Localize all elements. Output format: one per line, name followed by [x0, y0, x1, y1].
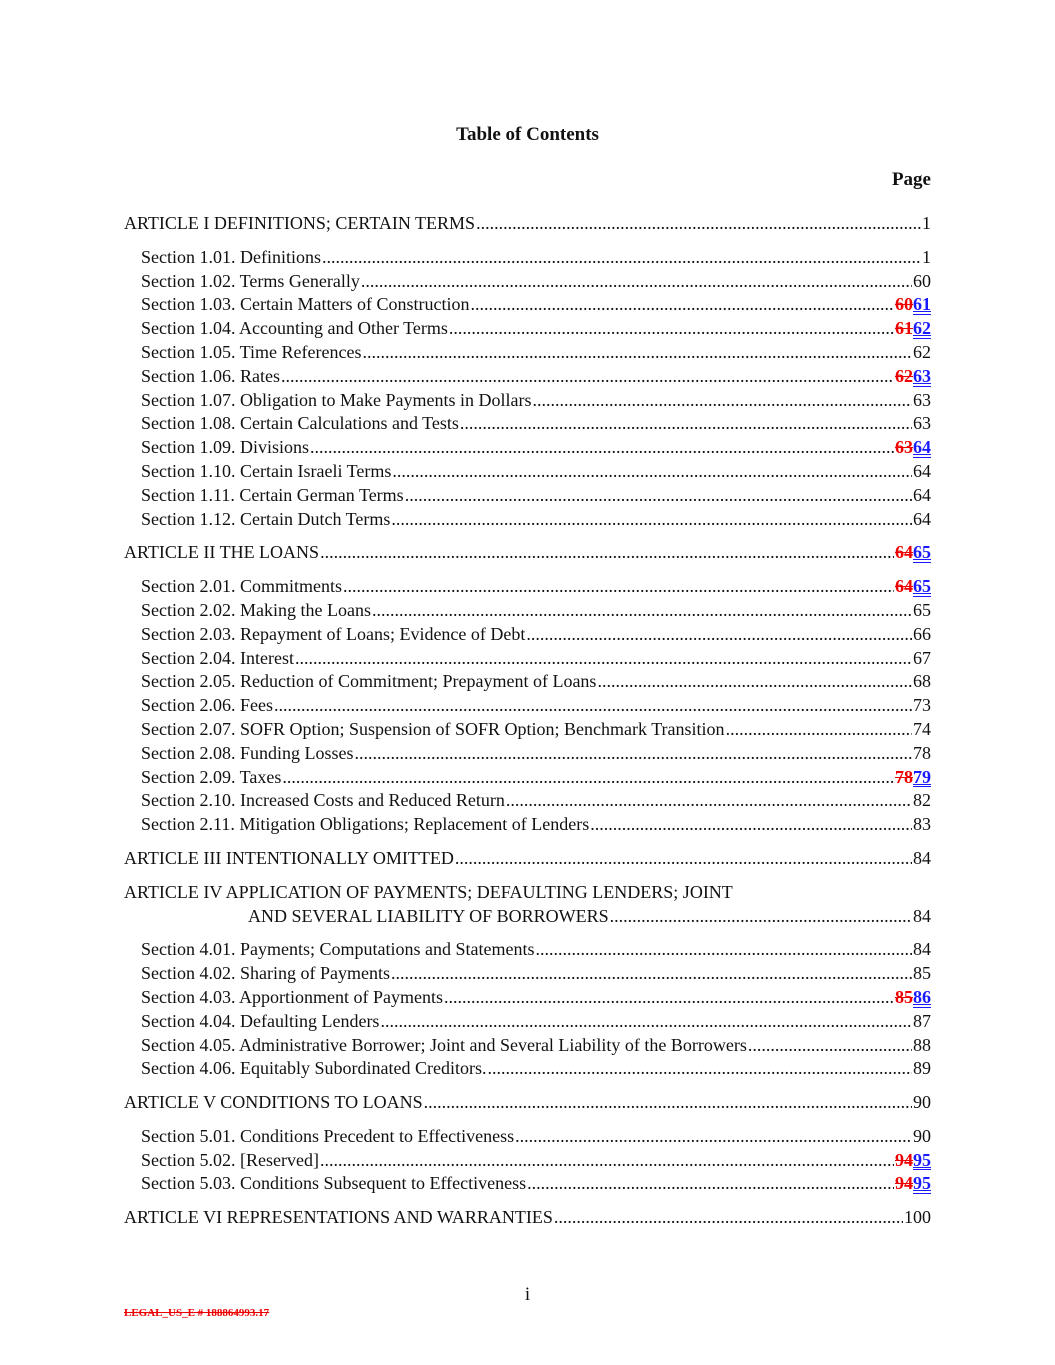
- toc-section-entry[interactable]: [124, 599, 931, 623]
- page-number: [895, 365, 931, 389]
- page-number: [895, 986, 931, 1010]
- entry-label: ARTICLE VI REPRESENTATIONS AND WARRANTIES: [124, 1207, 553, 1228]
- footer-page-number: i: [524, 1284, 531, 1305]
- page-number: 87: [913, 1010, 931, 1031]
- page-number: 63: [913, 413, 931, 434]
- toc-section-entry[interactable]: [124, 341, 931, 365]
- toc-section-entry[interactable]: [124, 1125, 931, 1149]
- page-number: [895, 766, 931, 790]
- page-number: 64: [913, 508, 931, 529]
- page-number: 89: [913, 1058, 931, 1079]
- dot-leader: [748, 1034, 912, 1058]
- toc-section-entry[interactable]: [124, 246, 931, 270]
- page-number: 64: [913, 484, 931, 505]
- page-number: 1: [922, 213, 931, 233]
- entry-label: Section 2.02. Making the Loans: [141, 599, 371, 620]
- page-number: 90: [913, 1125, 931, 1146]
- page-number: 63: [913, 389, 931, 410]
- dot-leader: [391, 962, 912, 986]
- deleted-page-number: 78: [895, 766, 913, 787]
- footer-document-id: LEGAL_US_E # 188864993.17: [124, 1307, 270, 1319]
- dot-leader: [455, 847, 912, 871]
- entry-label: Section 1.09. Divisions: [141, 437, 310, 458]
- toc-section-entry[interactable]: [124, 508, 931, 532]
- entry-label: Section 2.01. Commitments: [141, 576, 342, 597]
- entry-label: Section 5.01. Conditions Precedent to Effectiveness: [141, 1125, 515, 1146]
- dot-leader: [355, 742, 912, 766]
- dot-leader: [526, 623, 912, 647]
- dot-leader: [295, 647, 912, 671]
- toc-section-entry[interactable]: [124, 670, 931, 694]
- dot-leader: [444, 986, 894, 1010]
- toc-section-entry[interactable]: [124, 962, 931, 986]
- dot-leader: [274, 694, 912, 718]
- entry-label: AND SEVERAL LIABILITY OF BORROWERS: [248, 905, 609, 926]
- entry-label: ARTICLE III INTENTIONALLY OMITTED: [124, 847, 454, 868]
- entry-label: Section 1.08. Certain Calculations and Tests: [141, 413, 459, 434]
- entry-label: ARTICLE IV APPLICATION OF PAYMENTS; DEFAULTING LENDERS; JOINT: [124, 881, 733, 902]
- dot-leader: [380, 1010, 912, 1034]
- page-number: 67: [913, 647, 931, 668]
- dot-leader: [320, 541, 894, 565]
- toc-section-entry[interactable]: [124, 789, 931, 813]
- inserted-page-number[interactable]: 95: [913, 1149, 931, 1170]
- dot-leader: [362, 341, 912, 365]
- dot-leader: [532, 389, 912, 413]
- page-number: [895, 575, 931, 599]
- page-number: [895, 317, 931, 341]
- toc-section-entry[interactable]: [124, 623, 931, 647]
- dot-leader: [506, 789, 912, 813]
- page-number: 60: [913, 270, 931, 291]
- inserted-page-number[interactable]: 62: [913, 318, 931, 339]
- toc-article-entry[interactable]: [124, 847, 931, 871]
- entry-label: Section 2.11. Mitigation Obligations; Replacement of Lenders: [141, 814, 590, 835]
- entry-label: Section 2.06. Fees: [141, 695, 273, 716]
- page-number: 74: [913, 718, 931, 739]
- dot-leader: [470, 293, 894, 317]
- entry-label: Section 1.04. Accounting and Other Terms: [141, 318, 448, 339]
- entry-label: ARTICLE V CONDITIONS TO LOANS: [124, 1092, 423, 1113]
- entry-label: Section 4.05. Administrative Borrower; Joint and Several Liability of the Borrowers: [141, 1034, 747, 1055]
- page-number: 84: [913, 847, 931, 868]
- deleted-page-number: 64: [895, 576, 913, 597]
- dot-leader: [610, 905, 912, 929]
- toc-article-entry[interactable]: [124, 1091, 931, 1115]
- dot-leader: [535, 938, 912, 962]
- deleted-page-number: 64: [895, 542, 913, 563]
- dot-leader: [405, 484, 912, 508]
- page-number: 73: [913, 695, 931, 716]
- toc-section-entry[interactable]: [124, 647, 931, 671]
- toc-section-entry[interactable]: [124, 575, 931, 599]
- entry-label: Section 1.12. Certain Dutch Terms: [141, 508, 391, 529]
- dot-leader: [476, 212, 921, 236]
- toc-section-entry[interactable]: [124, 365, 931, 389]
- toc-article-entry[interactable]: [124, 541, 931, 565]
- dot-leader: [527, 1172, 894, 1196]
- deleted-page-number: 85: [895, 986, 913, 1007]
- entry-label: Section 4.02. Sharing of Payments: [141, 963, 390, 984]
- entry-label: Section 2.08. Funding Losses: [141, 742, 354, 763]
- dot-leader: [597, 670, 912, 694]
- toc-section-entry[interactable]: [124, 293, 931, 317]
- toc-section-entry[interactable]: [124, 436, 931, 460]
- page-number: 90: [913, 1092, 931, 1113]
- toc-section-entry[interactable]: [124, 766, 931, 790]
- page-number: 82: [913, 790, 931, 811]
- dot-leader: [282, 766, 894, 790]
- entry-label: Section 4.04. Defaulting Lenders: [141, 1010, 380, 1031]
- page-number: 1: [922, 246, 931, 267]
- deleted-page-number: 61: [895, 318, 913, 339]
- toc-section-entry[interactable]: [124, 986, 931, 1010]
- deleted-page-number: 94: [895, 1149, 913, 1170]
- dot-leader: [310, 436, 894, 460]
- toc-article-entry[interactable]: [124, 1206, 931, 1230]
- entry-label: Section 4.01. Payments; Computations and Statements: [141, 939, 535, 960]
- inserted-page-number[interactable]: 65: [913, 576, 931, 597]
- entry-label: ARTICLE II THE LOANS: [124, 542, 320, 563]
- page-number: 68: [913, 671, 931, 692]
- entry-label: Section 1.11. Certain German Terms: [141, 484, 404, 505]
- entry-label: ARTICLE I DEFINITIONS; CERTAIN TERMS: [124, 213, 476, 233]
- deleted-page-number: 63: [895, 437, 913, 458]
- inserted-page-number[interactable]: 79: [913, 766, 931, 787]
- dot-leader: [281, 365, 894, 389]
- page-number: [895, 1172, 931, 1196]
- toc-section-entry[interactable]: [124, 718, 931, 742]
- inserted-page-number[interactable]: 61: [913, 294, 931, 315]
- entry-label: Section 4.06. Equitably Subordinated Creditors.: [141, 1058, 487, 1079]
- page-number: [895, 1149, 931, 1173]
- toc-article-entry[interactable]: [124, 881, 931, 905]
- toc-section-entry[interactable]: [124, 1057, 931, 1081]
- entry-label: Section 1.03. Certain Matters of Construction: [141, 294, 470, 315]
- entry-label: Section 5.02. [Reserved]: [141, 1149, 319, 1170]
- dot-leader: [554, 1206, 903, 1230]
- entry-label: Section 2.05. Reduction of Commitment; Prepayment of Loans: [141, 671, 597, 692]
- page-column-header: Page: [891, 169, 931, 190]
- table-of-contents: [124, 212, 931, 1230]
- toc-section-entry[interactable]: [124, 270, 931, 294]
- toc-section-entry[interactable]: [124, 484, 931, 508]
- page-number: 84: [913, 905, 931, 926]
- page-number: 66: [913, 623, 931, 644]
- entry-label: Section 2.10. Increased Costs and Reduced Return: [141, 790, 505, 811]
- dot-leader: [320, 1149, 894, 1173]
- entry-label: Section 1.07. Obligation to Make Payments in Dollars: [141, 389, 532, 410]
- deleted-page-number: 62: [895, 365, 913, 386]
- toc-section-entry[interactable]: [124, 1034, 931, 1058]
- inserted-page-number[interactable]: 95: [913, 1173, 931, 1194]
- toc-title: Table of Contents: [456, 124, 599, 145]
- toc-section-entry[interactable]: [124, 938, 931, 962]
- inserted-page-number[interactable]: 64: [913, 437, 931, 458]
- page-number: 78: [913, 742, 931, 763]
- toc-section-entry[interactable]: [124, 389, 931, 413]
- deleted-page-number: 60: [895, 294, 913, 315]
- dot-leader: [372, 599, 912, 623]
- entry-label: Section 4.03. Apportionment of Payments: [141, 986, 443, 1007]
- inserted-page-number[interactable]: 86: [913, 986, 931, 1007]
- inserted-page-number[interactable]: 65: [913, 542, 931, 563]
- page-number: 62: [913, 341, 931, 362]
- dot-leader: [726, 718, 912, 742]
- dot-leader: [343, 575, 894, 599]
- toc-section-entry[interactable]: [124, 412, 931, 436]
- entry-label: Section 5.03. Conditions Subsequent to Effectiveness: [141, 1173, 527, 1194]
- toc-section-entry[interactable]: [124, 694, 931, 718]
- entry-label: Section 1.10. Certain Israeli Terms: [141, 460, 392, 481]
- entry-label: Section 2.04. Interest: [141, 647, 294, 668]
- entry-label: Section 2.03. Repayment of Loans; Evidence of Debt: [141, 623, 526, 644]
- page-number: [895, 541, 931, 565]
- toc-article-entry[interactable]: [124, 212, 931, 236]
- toc-section-entry[interactable]: [124, 1010, 931, 1034]
- dot-leader: [391, 508, 912, 532]
- dot-leader: [449, 317, 894, 341]
- dot-leader: [460, 412, 912, 436]
- entry-label: Section 1.06. Rates: [141, 365, 280, 386]
- page-number: 64: [913, 460, 931, 481]
- toc-section-entry[interactable]: [124, 460, 931, 484]
- toc-section-entry[interactable]: [124, 813, 931, 837]
- toc-section-entry[interactable]: [124, 1172, 931, 1196]
- toc-article-entry-continued[interactable]: [124, 905, 931, 929]
- dot-leader: [392, 460, 912, 484]
- page-number: 88: [913, 1034, 931, 1055]
- page-number: 100: [904, 1207, 931, 1228]
- page-number: [895, 436, 931, 460]
- inserted-page-number[interactable]: 63: [913, 365, 931, 386]
- dot-leader: [590, 813, 912, 837]
- entry-label: Section 1.01. Definitions: [141, 246, 321, 267]
- dot-leader: [322, 246, 921, 270]
- entry-label: Section 2.09. Taxes: [141, 766, 282, 787]
- page-number: [895, 293, 931, 317]
- dot-leader: [515, 1125, 912, 1149]
- dot-leader: [424, 1091, 912, 1115]
- entry-label: Section 1.02. Terms Generally: [141, 270, 360, 291]
- toc-section-entry[interactable]: [124, 317, 931, 341]
- toc-section-entry[interactable]: [124, 742, 931, 766]
- deleted-page-number: 94: [895, 1173, 913, 1194]
- page-number: 84: [913, 939, 931, 960]
- page-number: 85: [913, 963, 931, 984]
- entry-label: Section 2.07. SOFR Option; Suspension of SOFR Option; Benchmark Transition: [141, 718, 725, 739]
- page-number: 83: [913, 814, 931, 835]
- toc-section-entry[interactable]: [124, 1149, 931, 1173]
- dot-leader: [361, 270, 912, 294]
- dot-leader: [487, 1057, 912, 1081]
- page-number: 65: [913, 599, 931, 620]
- entry-label: Section 1.05. Time References: [141, 341, 362, 362]
